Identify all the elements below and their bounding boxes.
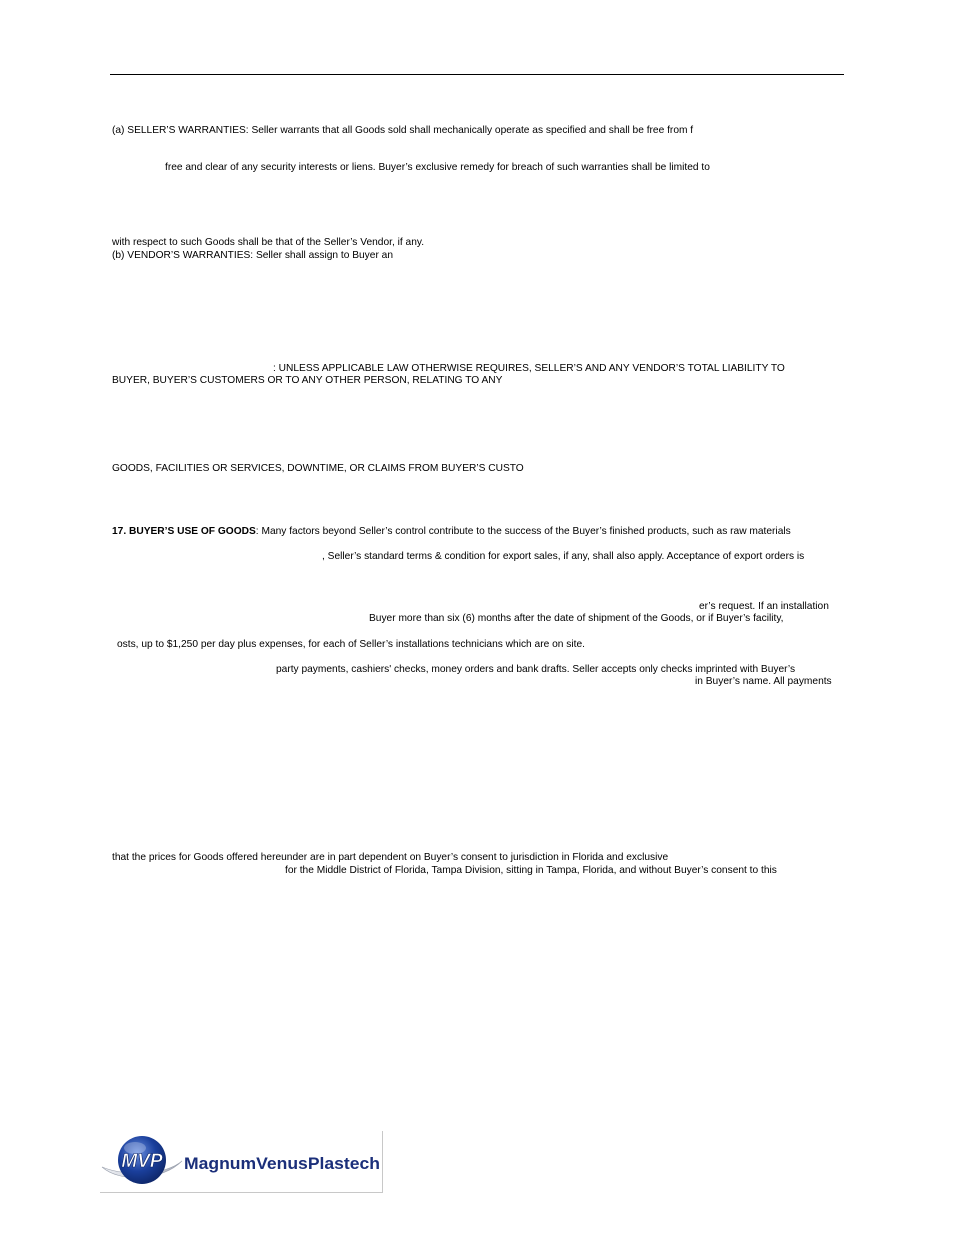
text-line-middle-district: for the Middle District of Florida, Tampa Division, sitting in Tampa, Florida, and without Buyer’s consent to this bbox=[285, 865, 777, 876]
text-line-installation: er’s request. If an installation bbox=[699, 601, 829, 612]
text-line-buyers-name: in Buyer’s name. All payments bbox=[695, 676, 832, 687]
text-line-sellers-vendor: with respect to such Goods shall be that of the Seller’s Vendor, if any. bbox=[112, 237, 425, 248]
text-line-goods-facilities: GOODS, FACILITIES OR SERVICES, DOWNTIME, OR CLAIMS FROM BUYER’S CUSTO bbox=[112, 463, 524, 474]
logo-mark: MVP bbox=[121, 1151, 163, 1172]
text-line-jurisdiction: that the prices for Goods offered hereunder are in part dependent on Buyer’s consent to jurisdiction in Florida and exclusive bbox=[112, 852, 669, 863]
text-line-liability: : UNLESS APPLICABLE LAW OTHERWISE REQUIRES, SELLER’S AND ANY VENDOR’S TOTAL LIABILITY TO bbox=[273, 363, 785, 374]
text-line-vendors-warranties: (b) VENDOR’S WARRANTIES: Seller shall assign to Buyer an bbox=[112, 250, 393, 261]
text-line-free-and-clear: free and clear of any security interests or liens. Buyer’s exclusive remedy for breach of such warranties shall be limited to bbox=[165, 162, 710, 173]
text-line-six-months: Buyer more than six (6) months after the date of shipment of the Goods, or if Buyer’s facility, bbox=[369, 613, 784, 624]
section-heading: 17. BUYER’S USE OF GOODS bbox=[112, 526, 256, 537]
text-line-payments: party payments, cashiers' checks, money orders and bank drafts. Seller accepts only checks imprinted with Buyer’s bbox=[276, 664, 796, 675]
header-rule bbox=[110, 74, 844, 75]
text-line-export-sales: , Seller’s standard terms & condition for export sales, if any, shall also apply. Acceptance of export orders is bbox=[322, 551, 805, 562]
globe-swoosh-icon bbox=[100, 1131, 382, 1192]
text-line-buyers-customers: BUYER, BUYER’S CUSTOMERS OR TO ANY OTHER PERSON, RELATING TO ANY bbox=[112, 375, 503, 386]
text-line-per-day: osts, up to $1,250 per day plus expenses, for each of Seller’s installations technicians which are on site. bbox=[117, 639, 585, 650]
text-line-sellers-warranties: (a) SELLER’S WARRANTIES: Seller warrants that all Goods sold shall mechanically operate as specified and shall be free from f bbox=[112, 125, 694, 136]
logo-wordmark: MagnumVenusPlastech bbox=[184, 1155, 380, 1173]
text-line-buyers-use-of-goods bbox=[112, 526, 791, 538]
section-text: : Many factors beyond Seller’s control contribute to the success of the Buyer’s finished products, such as raw materials bbox=[255, 526, 791, 537]
company-logo bbox=[100, 1131, 383, 1193]
